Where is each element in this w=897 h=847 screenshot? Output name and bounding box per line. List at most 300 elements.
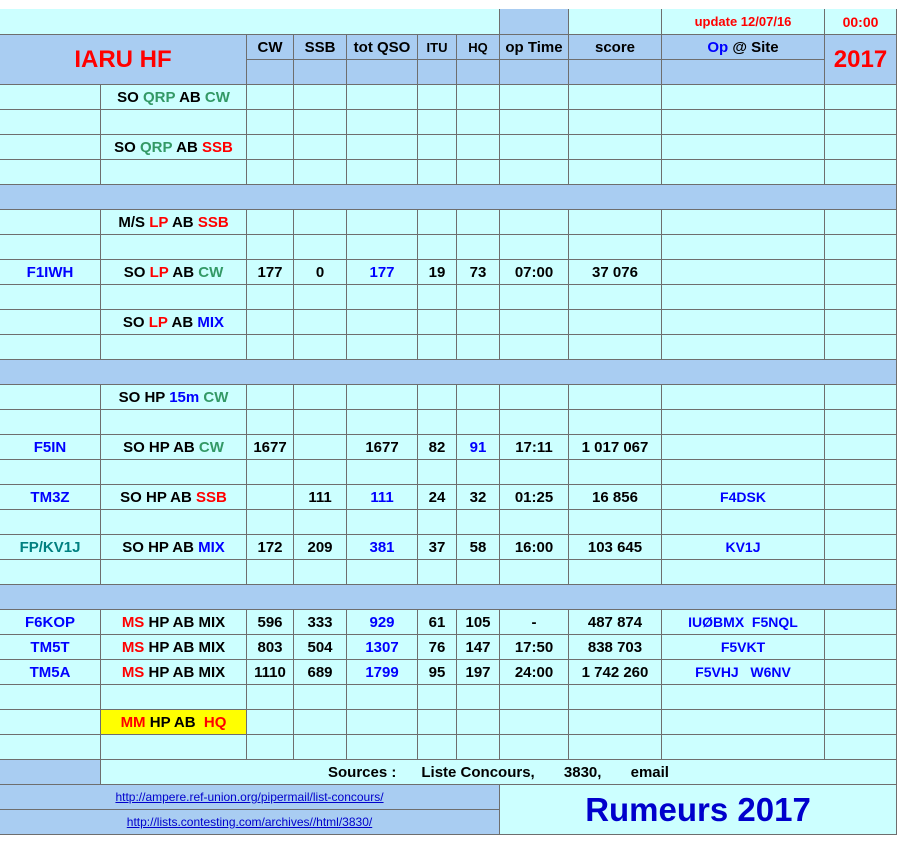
hq-value: 197 xyxy=(465,663,491,681)
itu-cell xyxy=(418,635,457,660)
category-cell xyxy=(101,335,247,360)
category-cell xyxy=(101,435,247,460)
category-cell xyxy=(101,660,247,685)
tot-qso-value: 177 xyxy=(369,263,395,281)
callsign-cell xyxy=(0,335,101,360)
cw-cell xyxy=(247,310,294,335)
callsign-cell xyxy=(0,160,101,185)
tot-qso-value: 1799 xyxy=(365,663,399,681)
link-row-2 xyxy=(0,810,500,835)
tot-qso-cell xyxy=(347,610,418,635)
score-cell xyxy=(569,160,662,185)
category-part: SO HP xyxy=(118,388,170,406)
score-value: 103 645 xyxy=(587,538,643,556)
op-time-cell xyxy=(500,560,569,585)
operators-cell xyxy=(662,310,825,335)
itu-cell xyxy=(418,435,457,460)
op-time-value: 01:25 xyxy=(514,488,554,506)
year-col-cell xyxy=(825,635,897,660)
op-time-cell xyxy=(500,710,569,735)
hq-cell xyxy=(457,510,500,535)
score-cell xyxy=(569,85,662,110)
score-cell xyxy=(569,635,662,660)
operators-cell xyxy=(662,710,825,735)
col-header-ssb: SSB xyxy=(294,35,347,60)
operators-cell xyxy=(662,85,825,110)
hq-cell xyxy=(457,485,500,510)
category-part: AB xyxy=(167,313,198,331)
category-part: MIX xyxy=(198,538,225,556)
op-time-cell xyxy=(500,510,569,535)
operators-cell xyxy=(662,135,825,160)
year-col-cell xyxy=(825,285,897,310)
category-part: SO HP AB xyxy=(123,438,199,456)
cw-cell xyxy=(247,660,294,685)
callsign-cell xyxy=(0,560,101,585)
callsign-cell xyxy=(0,635,101,660)
cw-cell xyxy=(247,85,294,110)
tot-qso-value: 111 xyxy=(370,488,394,506)
itu-cell xyxy=(418,535,457,560)
op-time-cell xyxy=(500,310,569,335)
operators-value: IUØBMX F5NQL xyxy=(688,614,798,630)
op-time-value: 16:00 xyxy=(514,538,554,556)
ssb-cell xyxy=(294,735,347,760)
ssb-cell xyxy=(294,385,347,410)
year-col-cell xyxy=(825,435,897,460)
hq-cell xyxy=(457,210,500,235)
year-col-cell xyxy=(825,160,897,185)
score-cell xyxy=(569,235,662,260)
category-cell xyxy=(101,260,247,285)
cw-cell xyxy=(247,635,294,660)
category-cell xyxy=(101,110,247,135)
year-col-cell xyxy=(825,460,897,485)
tot-qso-cell xyxy=(347,660,418,685)
cw-value: 172 xyxy=(257,538,283,556)
cw-cell xyxy=(247,610,294,635)
category-part: SO xyxy=(114,138,141,156)
itu-cell xyxy=(418,560,457,585)
tot-qso-cell xyxy=(347,685,418,710)
hq-cell xyxy=(457,660,500,685)
hq-cell xyxy=(457,735,500,760)
callsign-cell xyxy=(0,135,101,160)
itu-cell xyxy=(418,410,457,435)
category-part: LP xyxy=(148,313,168,331)
tot-qso-cell xyxy=(347,110,418,135)
operators-cell xyxy=(662,485,825,510)
tot-qso-cell xyxy=(347,335,418,360)
category-part: HP AB xyxy=(145,713,204,731)
category-cell xyxy=(101,685,247,710)
sources-line: Sources : Liste Concours, 3830, email xyxy=(101,760,897,785)
category-part: 15m xyxy=(169,388,200,406)
ssb-value: 209 xyxy=(307,538,333,556)
category-cell xyxy=(101,560,247,585)
score-value: 1 742 260 xyxy=(581,663,649,681)
itu-value: 95 xyxy=(428,663,446,681)
operators-value: KV1J xyxy=(725,539,761,555)
col-header-score: score xyxy=(569,35,662,60)
cw-cell xyxy=(247,535,294,560)
tot-qso-cell xyxy=(347,385,418,410)
score-cell xyxy=(569,485,662,510)
header-subrow-cell xyxy=(569,60,662,85)
op-time-value: 07:00 xyxy=(514,263,554,281)
op-time-cell xyxy=(500,285,569,310)
header-subrow-cell xyxy=(247,60,294,85)
category-cell xyxy=(101,735,247,760)
tot-qso-value: 1307 xyxy=(365,638,399,656)
cw-cell xyxy=(247,260,294,285)
score-cell xyxy=(569,285,662,310)
ssb-cell xyxy=(294,535,347,560)
score-value: 1 017 067 xyxy=(581,438,649,456)
link-row-1 xyxy=(0,785,500,810)
op-time-cell xyxy=(500,110,569,135)
op-time-cell xyxy=(500,460,569,485)
hq-cell xyxy=(457,260,500,285)
hq-value: 32 xyxy=(469,488,487,506)
callsign-value: F1IWH xyxy=(26,263,74,281)
category-cell xyxy=(101,710,247,735)
callsign-cell xyxy=(0,735,101,760)
col-header-itu: ITU xyxy=(418,35,457,60)
contesting-3830-link[interactable]: http://lists.contesting.com/archives//html/3830/ xyxy=(126,815,373,829)
ssb-cell xyxy=(294,310,347,335)
category-cell xyxy=(101,310,247,335)
operators-cell xyxy=(662,385,825,410)
tot-qso-cell xyxy=(347,535,418,560)
itu-cell xyxy=(418,385,457,410)
cw-cell xyxy=(247,510,294,535)
header-subrow-cell xyxy=(662,60,825,85)
cw-cell xyxy=(247,735,294,760)
category-cell xyxy=(101,235,247,260)
callsign-cell xyxy=(0,235,101,260)
callsign-cell xyxy=(0,260,101,285)
score-cell xyxy=(569,710,662,735)
hq-cell xyxy=(457,385,500,410)
tot-qso-cell xyxy=(347,285,418,310)
header-blank-optime xyxy=(500,9,569,35)
operators-cell xyxy=(662,560,825,585)
category-part: MS xyxy=(121,613,145,631)
itu-value: 82 xyxy=(428,438,446,456)
year-col-cell xyxy=(825,710,897,735)
callsign-cell xyxy=(0,110,101,135)
operators-cell xyxy=(662,510,825,535)
operators-value: F5VKT xyxy=(720,639,766,655)
itu-cell xyxy=(418,135,457,160)
score-cell xyxy=(569,735,662,760)
year-col-cell xyxy=(825,110,897,135)
op-time-cell xyxy=(500,260,569,285)
operators-cell xyxy=(662,685,825,710)
year-col-cell xyxy=(825,260,897,285)
year-col-cell xyxy=(825,535,897,560)
score-cell xyxy=(569,385,662,410)
callsign-cell xyxy=(0,485,101,510)
callsign-cell xyxy=(0,85,101,110)
ssb-cell xyxy=(294,210,347,235)
hq-value: 105 xyxy=(465,613,491,631)
tot-qso-cell xyxy=(347,510,418,535)
score-cell xyxy=(569,260,662,285)
score-cell xyxy=(569,310,662,335)
category-part: SSB xyxy=(197,213,229,231)
ssb-cell xyxy=(294,410,347,435)
callsign-cell xyxy=(0,660,101,685)
header-blank-left xyxy=(0,9,500,35)
list-concours-link[interactable]: http://ampere.ref-union.org/pipermail/list-concours/ xyxy=(115,790,384,804)
tot-qso-cell xyxy=(347,560,418,585)
itu-cell xyxy=(418,235,457,260)
ssb-cell xyxy=(294,510,347,535)
cw-cell xyxy=(247,710,294,735)
ssb-cell xyxy=(294,460,347,485)
col-header-hq: HQ xyxy=(457,35,500,60)
callsign-cell xyxy=(0,435,101,460)
cw-cell xyxy=(247,460,294,485)
ssb-cell xyxy=(294,635,347,660)
tot-qso-cell xyxy=(347,235,418,260)
itu-value: 61 xyxy=(428,613,446,631)
category-part: MS xyxy=(121,663,145,681)
itu-value: 76 xyxy=(428,638,446,656)
ssb-cell xyxy=(294,135,347,160)
category-part: SSB xyxy=(201,138,233,156)
year-label: 2017 xyxy=(825,35,897,85)
cw-cell xyxy=(247,110,294,135)
tot-qso-cell xyxy=(347,135,418,160)
cw-cell xyxy=(247,235,294,260)
category-part: CW xyxy=(204,88,230,106)
op-time-cell xyxy=(500,335,569,360)
tot-qso-cell xyxy=(347,485,418,510)
op-time-cell xyxy=(500,385,569,410)
hq-cell xyxy=(457,335,500,360)
ssb-cell xyxy=(294,85,347,110)
category-part: QRP xyxy=(140,138,173,156)
category-part: MS xyxy=(121,638,145,656)
hq-cell xyxy=(457,85,500,110)
score-cell xyxy=(569,435,662,460)
itu-cell xyxy=(418,460,457,485)
ssb-cell xyxy=(294,160,347,185)
ssb-cell xyxy=(294,285,347,310)
op-time-cell xyxy=(500,235,569,260)
callsign-cell xyxy=(0,510,101,535)
ssb-cell xyxy=(294,235,347,260)
ssb-cell xyxy=(294,685,347,710)
operators-value: F5VHJ W6NV xyxy=(695,664,791,680)
year-col-cell xyxy=(825,685,897,710)
category-part: SO HP AB xyxy=(120,488,196,506)
contest-title: IARU HF xyxy=(0,35,247,85)
ssb-cell xyxy=(294,710,347,735)
update-label: update 12/07/16 xyxy=(662,9,825,35)
cw-value: 177 xyxy=(257,263,283,281)
operators-cell xyxy=(662,460,825,485)
tot-qso-value: 381 xyxy=(369,538,395,556)
year-col-cell xyxy=(825,485,897,510)
itu-value: 37 xyxy=(428,538,446,556)
ssb-value: 504 xyxy=(307,638,333,656)
tot-qso-cell xyxy=(347,735,418,760)
rumeurs-title: Rumeurs 2017 xyxy=(500,785,897,835)
footer-blank xyxy=(0,760,101,785)
itu-cell xyxy=(418,685,457,710)
itu-cell xyxy=(418,160,457,185)
operators-cell xyxy=(662,735,825,760)
category-cell xyxy=(101,460,247,485)
ssb-value: 689 xyxy=(307,663,333,681)
cw-cell xyxy=(247,210,294,235)
score-cell xyxy=(569,510,662,535)
hq-cell xyxy=(457,235,500,260)
category-part: HP AB MIX xyxy=(144,638,226,656)
clock-value: 00:00 xyxy=(825,9,897,35)
op-time-value: 24:00 xyxy=(514,663,554,681)
op-time-cell xyxy=(500,410,569,435)
cw-cell xyxy=(247,685,294,710)
tot-qso-value: 1677 xyxy=(365,438,399,456)
category-cell xyxy=(101,410,247,435)
operators-cell xyxy=(662,260,825,285)
year-col-cell xyxy=(825,735,897,760)
callsign-cell xyxy=(0,210,101,235)
hq-value: 73 xyxy=(469,263,487,281)
ssb-cell xyxy=(294,335,347,360)
col-header-op-site xyxy=(662,35,825,60)
header-subrow-cell xyxy=(418,60,457,85)
tot-qso-cell xyxy=(347,410,418,435)
header-subrow-cell xyxy=(457,60,500,85)
year-col-cell xyxy=(825,310,897,335)
category-cell xyxy=(101,535,247,560)
year-col-cell xyxy=(825,660,897,685)
category-cell xyxy=(101,485,247,510)
year-col-cell xyxy=(825,610,897,635)
score-value: 487 874 xyxy=(587,613,643,631)
callsign-value: TM5A xyxy=(29,663,71,681)
operators-cell xyxy=(662,285,825,310)
operators-cell xyxy=(662,435,825,460)
score-cell xyxy=(569,135,662,160)
category-part: CW xyxy=(198,438,224,456)
itu-cell xyxy=(418,285,457,310)
op-time-cell xyxy=(500,210,569,235)
score-cell xyxy=(569,535,662,560)
category-cell xyxy=(101,635,247,660)
year-col-cell xyxy=(825,410,897,435)
operators-cell xyxy=(662,660,825,685)
ssb-cell xyxy=(294,485,347,510)
cw-cell xyxy=(247,135,294,160)
op-time-cell xyxy=(500,660,569,685)
op-label: Op xyxy=(707,38,729,56)
itu-cell xyxy=(418,610,457,635)
op-time-value: 17:11 xyxy=(515,438,553,456)
year-col-cell xyxy=(825,510,897,535)
itu-cell xyxy=(418,735,457,760)
category-part: AB xyxy=(168,263,199,281)
op-time-cell xyxy=(500,160,569,185)
operators-cell xyxy=(662,335,825,360)
operators-cell xyxy=(662,235,825,260)
itu-cell xyxy=(418,210,457,235)
tot-qso-cell xyxy=(347,210,418,235)
op-time-cell xyxy=(500,135,569,160)
ssb-cell xyxy=(294,560,347,585)
callsign-cell xyxy=(0,685,101,710)
ssb-cell xyxy=(294,660,347,685)
category-part: LP xyxy=(149,263,169,281)
op-time-cell xyxy=(500,435,569,460)
score-cell xyxy=(569,685,662,710)
op-time-cell xyxy=(500,535,569,560)
itu-value: 24 xyxy=(428,488,446,506)
itu-cell xyxy=(418,510,457,535)
category-part: AB xyxy=(172,138,202,156)
category-cell xyxy=(101,385,247,410)
cw-value: 1110 xyxy=(254,663,286,681)
category-part: CW xyxy=(198,263,224,281)
category-part: SO xyxy=(117,88,143,106)
category-cell xyxy=(101,285,247,310)
category-part: HQ xyxy=(203,713,227,731)
cw-value: 1677 xyxy=(253,438,287,456)
callsign-value: TM3Z xyxy=(30,488,70,506)
col-header-cw: CW xyxy=(247,35,294,60)
hq-value: 147 xyxy=(465,638,491,656)
score-cell xyxy=(569,110,662,135)
cw-cell xyxy=(247,285,294,310)
category-part: M/S xyxy=(118,213,150,231)
category-part: MM xyxy=(120,713,146,731)
operators-cell xyxy=(662,110,825,135)
tot-qso-cell xyxy=(347,160,418,185)
site-label: @ Site xyxy=(728,38,779,56)
category-part: MIX xyxy=(197,313,225,331)
year-col-cell xyxy=(825,135,897,160)
section-separator xyxy=(0,360,897,385)
callsign-cell xyxy=(0,285,101,310)
cw-value: 596 xyxy=(257,613,283,631)
itu-value: 19 xyxy=(428,263,446,281)
col-header-op-time: op Time xyxy=(500,35,569,60)
hq-cell xyxy=(457,635,500,660)
ssb-value: 0 xyxy=(315,263,325,281)
hq-cell xyxy=(457,310,500,335)
ssb-cell xyxy=(294,435,347,460)
score-value: 37 076 xyxy=(592,263,638,281)
hq-value: 91 xyxy=(469,438,487,456)
callsign-value: F5IN xyxy=(33,438,67,456)
score-cell xyxy=(569,460,662,485)
hq-cell xyxy=(457,135,500,160)
hq-cell xyxy=(457,160,500,185)
hq-cell xyxy=(457,110,500,135)
hq-cell xyxy=(457,610,500,635)
category-cell xyxy=(101,160,247,185)
category-part: QRP xyxy=(142,88,176,106)
hq-cell xyxy=(457,435,500,460)
header-subrow-cell xyxy=(294,60,347,85)
callsign-value: F6KOP xyxy=(24,613,75,631)
